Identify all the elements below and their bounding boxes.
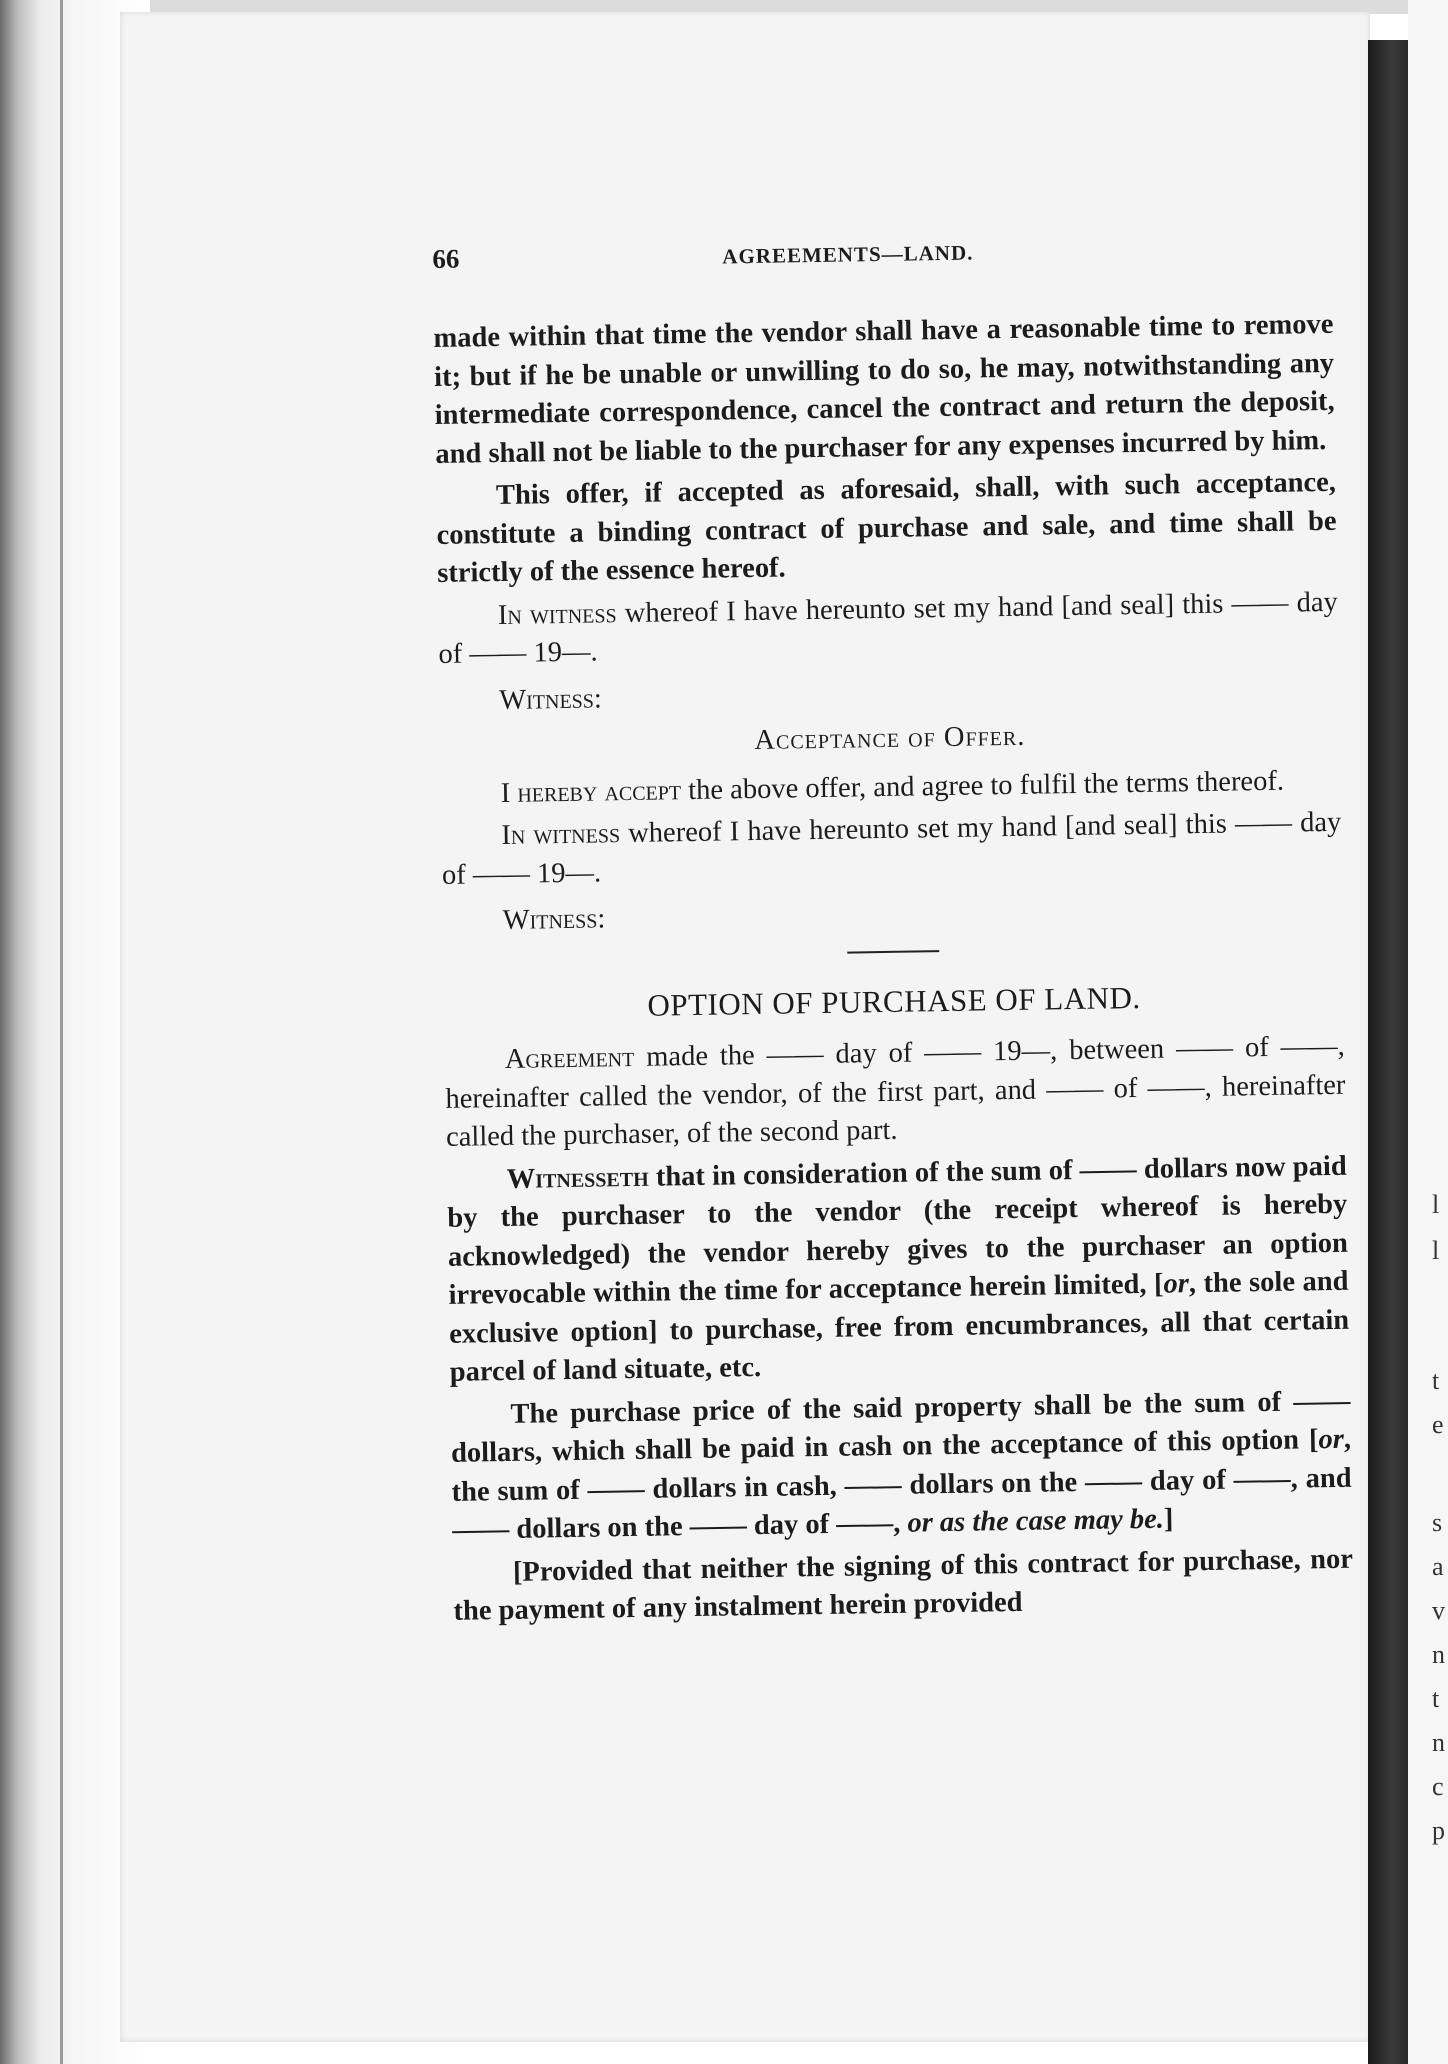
- page-number: 66: [432, 243, 460, 274]
- acceptance-heading: Acceptance of Offer.: [754, 720, 1026, 756]
- as-case-may-be-italic: or as the case may be.: [907, 1503, 1165, 1539]
- facing-page-letter: t: [1432, 1366, 1440, 1395]
- facing-page-letter: v: [1432, 1596, 1445, 1625]
- section-divider: [847, 950, 939, 953]
- acceptance-text: the above offer, and agree to fulfil the terms thereof.: [680, 765, 1285, 806]
- in-witness-lead: In witness: [497, 597, 617, 631]
- price-text-b: , the sum of —— dollars in cash, —— dollars on the —— day of ——, and —— dollars on the —— day of ——,: [451, 1423, 1352, 1546]
- witness-label: Witness:: [502, 903, 606, 936]
- paragraph-in-witness-offer: [438, 583, 1339, 674]
- facing-page-letter: n: [1432, 1640, 1445, 1669]
- facing-page-letter: e: [1432, 1410, 1444, 1439]
- witnesseth-text-a: that in consideration of the sum of —— dollars now paid by the purchaser to the vendor (the receipt whereof is hereby acknowledged) the vendor hereby gives to the purchaser an option irrevocable within the time for acceptance herein limited, [: [447, 1150, 1349, 1311]
- in-witness-text: whereof I have hereunto set my hand [and seal] this —— day of —— 19—.: [438, 586, 1339, 670]
- hereby-accept-lead: I hereby accept: [500, 774, 682, 809]
- in-witness-text: whereof I have hereunto set my hand [and seal] this —— day of —— 19—.: [441, 806, 1342, 891]
- running-head: AGREEMENTS—LAND.: [722, 240, 974, 269]
- book-spine-line: [60, 0, 63, 2064]
- price-text-a: The purchase price of the said property shall be the sum of —— dollars, which shall be paid in cash on the acceptance of this option [: [450, 1385, 1351, 1469]
- paragraph-provided: [Provided that neither the signing of this contract for purchase, nor the payment of any instalment herein provided: [453, 1543, 1354, 1627]
- or-italic: or: [1318, 1423, 1345, 1456]
- in-witness-lead: In witness: [501, 818, 621, 851]
- facing-page-letter: l: [1432, 1236, 1440, 1265]
- section-title: OPTION OF PURCHASE OF LAND.: [647, 979, 1141, 1023]
- paragraph-in-witness-acceptance: [441, 804, 1342, 895]
- facing-page-letter: a: [1432, 1552, 1444, 1581]
- facing-page-letter: l: [1432, 1190, 1440, 1219]
- paragraph-offer-binding: This offer, if accepted as aforesaid, shall, with such acceptance, constitute a binding contract of purchase and sale, and time shall be strictly of the essence hereof.: [436, 466, 1337, 589]
- or-italic: or: [1163, 1268, 1190, 1300]
- facing-page-letter: n: [1432, 1728, 1445, 1757]
- facing-page-letter: s: [1432, 1508, 1443, 1537]
- facing-page-letter: t: [1432, 1684, 1440, 1713]
- facing-page-letter: c: [1432, 1772, 1444, 1801]
- paragraph-continuation: made within that time the vendor shall have a reasonable time to remove it; but if he be unable or unwilling to do so, he may, notwithstanding any intermediate correspondence, cancel the contract and return the deposit, and shall not be liable to the purchaser for any expenses incurred by him.: [433, 308, 1335, 470]
- facing-page-letter: p: [1432, 1816, 1445, 1845]
- agreement-lead: Agreement: [504, 1041, 635, 1075]
- paragraph-witnesseth: [446, 1147, 1350, 1392]
- witness-label: Witness:: [498, 682, 603, 716]
- witnesseth-text-b: , the sole and exclusive option] to purchase, free from encumbrances, all that certain parcel of land situate, etc.: [448, 1265, 1350, 1388]
- price-text-c: ]: [1163, 1503, 1174, 1535]
- witnesseth-lead: Witnesseth: [506, 1161, 649, 1195]
- page-gutter-shadow: [1368, 40, 1408, 2064]
- paragraph-purchase-price: [450, 1382, 1352, 1550]
- paragraph-agreement: [445, 1028, 1347, 1158]
- agreement-text: made the —— day of —— 19—, between —— of ——, hereinafter called the vendor, of the first part, and —— of ——, hereinafter called the purchaser, of the second part.: [445, 1030, 1346, 1153]
- page-text-block: [432, 226, 1354, 1635]
